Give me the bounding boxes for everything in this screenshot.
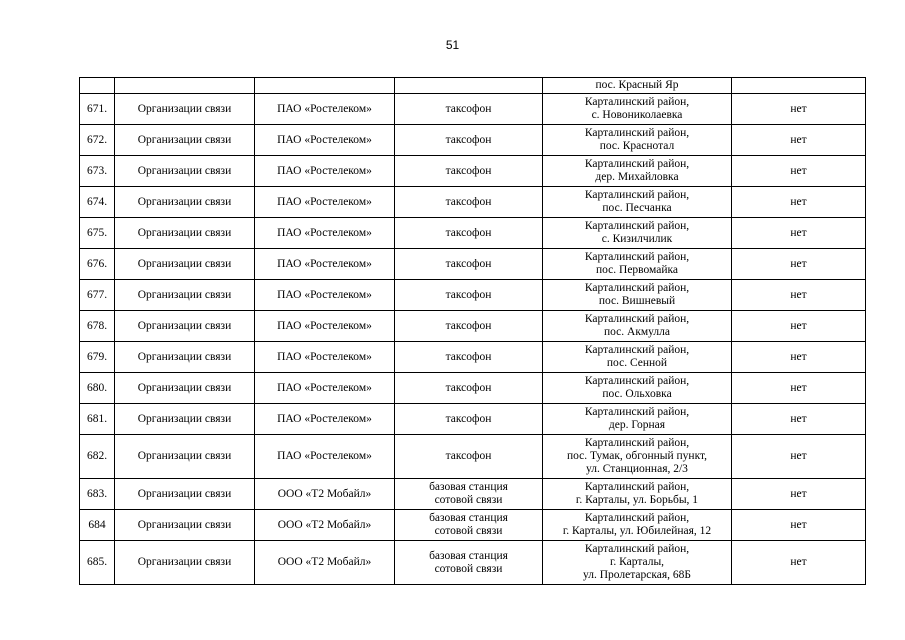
address-cell: [543, 479, 732, 510]
table-row: [80, 479, 866, 510]
num-cell: 681.: [80, 404, 115, 435]
table-row: [80, 187, 866, 218]
category-cell: Организации связи: [115, 280, 255, 311]
operator-cell: ПАО «Ростелеком»: [255, 249, 395, 280]
num-cell: 680.: [80, 373, 115, 404]
object-cell: [395, 311, 543, 342]
address-cell: [543, 125, 732, 156]
category-cell: Организации связи: [115, 435, 255, 479]
table-row: [80, 94, 866, 125]
address-line: пос. Красный Яр: [595, 79, 679, 91]
address-cell: [543, 218, 732, 249]
category-cell: Организации связи: [115, 311, 255, 342]
address-line: ул. Станционная, 2/3: [586, 463, 688, 475]
category-cell: Организации связи: [115, 510, 255, 541]
object-line: таксофон: [445, 257, 492, 270]
object-cell: [395, 249, 543, 280]
object-cell: [395, 479, 543, 510]
table-row: [80, 404, 866, 435]
value-cell: нет: [732, 156, 866, 187]
operator-cell: ООО «Т2 Мобайл»: [255, 510, 395, 541]
address-cell: [543, 342, 732, 373]
address-line: пос. Вишневый: [598, 295, 676, 307]
table-row: [80, 125, 866, 156]
value-cell: нет: [732, 404, 866, 435]
address-line: Карталинский район,: [584, 481, 690, 493]
value-cell: нет: [732, 541, 866, 585]
value-cell: нет: [732, 125, 866, 156]
object-line: таксофон: [445, 102, 492, 115]
object-line: таксофон: [445, 412, 492, 425]
address-line: Карталинский район,: [584, 375, 690, 387]
address-cell: [543, 78, 732, 94]
table-row: [80, 280, 866, 311]
operator-cell: ПАО «Ростелеком»: [255, 280, 395, 311]
object-line: таксофон: [445, 195, 492, 208]
value-cell: нет: [732, 435, 866, 479]
num-cell: 676.: [80, 249, 115, 280]
object-cell: [395, 280, 543, 311]
address-line: пос. Песчанка: [602, 202, 672, 214]
num-cell: 685.: [80, 541, 115, 585]
object-cell: [395, 404, 543, 435]
table-row: [80, 510, 866, 541]
operator-cell: ПАО «Ростелеком»: [255, 125, 395, 156]
address-cell: [543, 156, 732, 187]
operator-cell: ПАО «Ростелеком»: [255, 373, 395, 404]
table-row: [80, 311, 866, 342]
address-line: дер. Горная: [608, 419, 666, 431]
address-line: пос. Акмулла: [603, 326, 671, 338]
address-line: Карталинский район,: [584, 158, 690, 170]
operator-cell: [255, 78, 395, 94]
value-cell: нет: [732, 94, 866, 125]
object-cell: [395, 218, 543, 249]
address-line: г. Карталы,: [609, 556, 665, 568]
operator-cell: ПАО «Ростелеком»: [255, 342, 395, 373]
category-cell: Организации связи: [115, 373, 255, 404]
address-line: дер. Михайловка: [595, 171, 679, 183]
object-cell: [395, 156, 543, 187]
num-cell: 682.: [80, 435, 115, 479]
category-cell: Организации связи: [115, 218, 255, 249]
object-line: таксофон: [445, 381, 492, 394]
operator-cell: ПАО «Ростелеком»: [255, 404, 395, 435]
value-cell: нет: [732, 249, 866, 280]
num-cell: 675.: [80, 218, 115, 249]
address-line: Карталинский район,: [584, 344, 690, 356]
object-line: таксофон: [445, 450, 492, 462]
address-cell: [543, 311, 732, 342]
address-cell: [543, 510, 732, 541]
address-line: с. Новониколаевка: [591, 109, 683, 121]
object-cell: [395, 125, 543, 156]
object-line: базовая станция: [429, 512, 508, 524]
table-row: [80, 156, 866, 187]
registry-table: [79, 77, 866, 585]
num-cell: 678.: [80, 311, 115, 342]
address-line: Карталинский район,: [584, 96, 690, 108]
operator-cell: ПАО «Ростелеком»: [255, 218, 395, 249]
address-cell: [543, 280, 732, 311]
address-line: Карталинский район,: [584, 127, 690, 139]
object-cell: [395, 94, 543, 125]
num-cell: 671.: [80, 94, 115, 125]
object-line: таксофон: [445, 288, 492, 301]
object-line: базовая станция: [429, 549, 508, 562]
category-cell: Организации связи: [115, 156, 255, 187]
operator-cell: ПАО «Ростелеком»: [255, 156, 395, 187]
value-cell: нет: [732, 479, 866, 510]
category-cell: Организации связи: [115, 125, 255, 156]
continuation-row: [80, 78, 866, 94]
address-line: г. Карталы, ул. Юбилейная, 12: [562, 525, 712, 537]
address-line: Карталинский район,: [584, 543, 690, 555]
object-cell: [395, 510, 543, 541]
address-line: г. Карталы, ул. Борьбы, 1: [575, 494, 699, 506]
num-cell: 672.: [80, 125, 115, 156]
value-cell: нет: [732, 373, 866, 404]
num-cell: 684: [80, 510, 115, 541]
object-cell: [395, 78, 543, 94]
value-cell: нет: [732, 218, 866, 249]
value-cell: нет: [732, 510, 866, 541]
table-row: [80, 435, 866, 479]
table-row: [80, 541, 866, 585]
operator-cell: ПАО «Ростелеком»: [255, 94, 395, 125]
address-line: ул. Пролетарская, 68Б: [582, 569, 691, 581]
address-line: Карталинский район,: [584, 251, 690, 263]
operator-cell: ООО «Т2 Мобайл»: [255, 541, 395, 585]
category-cell: Организации связи: [115, 541, 255, 585]
num-cell: 673.: [80, 156, 115, 187]
value-cell: нет: [732, 311, 866, 342]
address-line: Карталинский район,: [584, 220, 690, 232]
category-cell: Организации связи: [115, 187, 255, 218]
address-cell: [543, 435, 732, 479]
object-line: сотовой связи: [434, 562, 503, 575]
value-cell: нет: [732, 187, 866, 218]
address-line: Карталинский район,: [584, 512, 690, 524]
operator-cell: ПАО «Ростелеком»: [255, 435, 395, 479]
operator-cell: ООО «Т2 Мобайл»: [255, 479, 395, 510]
address-line: пос. Сенной: [606, 357, 668, 369]
object-cell: [395, 373, 543, 404]
category-cell: Организации связи: [115, 479, 255, 510]
address-line: Карталинский район,: [584, 437, 690, 449]
table-row: [80, 249, 866, 280]
category-cell: Организации связи: [115, 249, 255, 280]
address-line: Карталинский район,: [584, 313, 690, 325]
object-line: таксофон: [445, 133, 492, 146]
category-cell: [115, 78, 255, 94]
address-line: пос. Тумак, обгонный пункт,: [566, 450, 708, 462]
value-cell: [732, 78, 866, 94]
address-line: пос. Ольховка: [602, 388, 672, 400]
num-cell: [80, 78, 115, 94]
table-row: [80, 342, 866, 373]
object-line: сотовой связи: [434, 525, 503, 537]
object-cell: [395, 187, 543, 218]
address-line: с. Кизилчилик: [601, 233, 673, 245]
object-line: таксофон: [445, 319, 492, 332]
category-cell: Организации связи: [115, 404, 255, 435]
address-cell: [543, 541, 732, 585]
object-line: таксофон: [445, 350, 492, 363]
address-cell: [543, 249, 732, 280]
address-cell: [543, 404, 732, 435]
value-cell: нет: [732, 342, 866, 373]
address-cell: [543, 373, 732, 404]
address-cell: [543, 94, 732, 125]
object-line: таксофон: [445, 164, 492, 177]
address-cell: [543, 187, 732, 218]
category-cell: Организации связи: [115, 342, 255, 373]
address-line: пос. Первомайка: [595, 264, 679, 276]
num-cell: 679.: [80, 342, 115, 373]
num-cell: 677.: [80, 280, 115, 311]
num-cell: 683.: [80, 479, 115, 510]
object-line: таксофон: [445, 226, 492, 239]
address-line: Карталинский район,: [584, 189, 690, 201]
table-row: [80, 218, 866, 249]
operator-cell: ПАО «Ростелеком»: [255, 311, 395, 342]
object-cell: [395, 342, 543, 373]
num-cell: 674.: [80, 187, 115, 218]
object-cell: [395, 435, 543, 479]
page-number: 51: [445, 38, 460, 52]
address-line: Карталинский район,: [584, 406, 690, 418]
address-line: пос. Краснотал: [599, 140, 675, 152]
registry-table-body: [80, 78, 866, 585]
address-line: Карталинский район,: [584, 282, 690, 294]
category-cell: Организации связи: [115, 94, 255, 125]
table-row: [80, 373, 866, 404]
object-line: базовая станция: [429, 481, 508, 493]
operator-cell: ПАО «Ростелеком»: [255, 187, 395, 218]
object-line: сотовой связи: [434, 494, 503, 506]
object-cell: [395, 541, 543, 585]
value-cell: нет: [732, 280, 866, 311]
